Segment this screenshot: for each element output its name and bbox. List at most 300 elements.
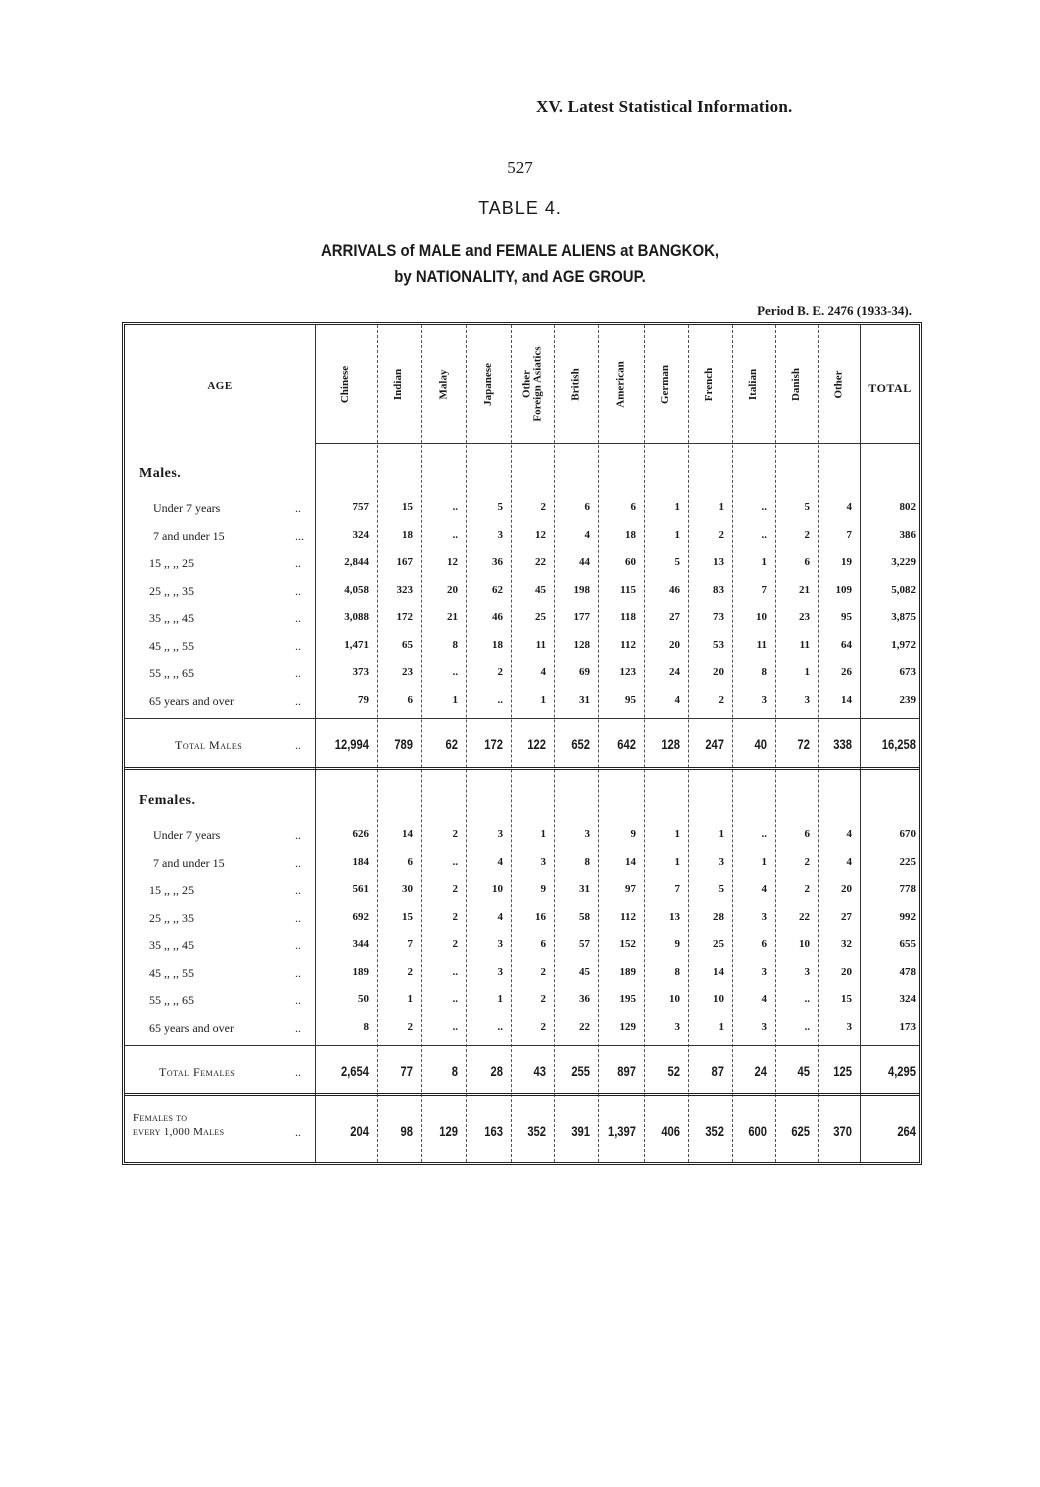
- table-cell: 8: [674, 965, 680, 978]
- column-header: [377, 325, 421, 443]
- row-total-cell: 478: [899, 965, 916, 978]
- male-total-rule-bottom: [125, 767, 919, 770]
- table-cell: 22: [799, 910, 810, 923]
- table-cell: 22: [535, 556, 546, 568]
- grand-total-cell: 4,295: [887, 1063, 916, 1079]
- total-cell: 8: [451, 1063, 458, 1079]
- table-cell: 13: [669, 910, 680, 923]
- table-cell: 128: [573, 638, 590, 651]
- total-cell: 43: [533, 1063, 546, 1079]
- row-total-cell: 992: [899, 910, 916, 923]
- table-cell: 1: [718, 1020, 724, 1033]
- table-cell: 69: [579, 666, 590, 678]
- table-cell: ..: [452, 501, 458, 513]
- table-cell: 4: [540, 666, 546, 678]
- row-total-cell: 673: [899, 666, 916, 678]
- table-cell: 172: [396, 611, 413, 623]
- table-cell: 6: [804, 828, 810, 840]
- table-cell: 3: [497, 528, 503, 541]
- table-cell: 7: [761, 583, 767, 596]
- table-cell: 3: [540, 855, 546, 868]
- row-total-cell: 324: [899, 993, 916, 1005]
- table-cell: 626: [352, 828, 369, 840]
- table-cell: 2: [497, 666, 503, 678]
- table-cell: 60: [625, 556, 636, 568]
- table-cell: 2: [718, 693, 724, 706]
- ratio-cell: 98: [400, 1123, 413, 1139]
- row-total-cell: 5,082: [891, 583, 916, 596]
- table-cell: ..: [761, 501, 767, 513]
- table-cell: 9: [674, 938, 680, 950]
- table-cell: 27: [841, 910, 852, 923]
- table-cell: 46: [669, 583, 680, 596]
- row-total-cell: 670: [899, 828, 916, 840]
- table-cell: 189: [619, 965, 636, 978]
- statistics-table: [122, 322, 922, 1165]
- column-header: [511, 325, 554, 443]
- row-label: 25 ,, ,, 35: [149, 583, 194, 598]
- table-cell: 561: [352, 883, 369, 895]
- ratio-cell: 352: [527, 1123, 546, 1139]
- row-total-cell: 655: [899, 938, 916, 950]
- table-cell: 65: [402, 638, 413, 651]
- row-leader-dots: ..: [295, 693, 301, 708]
- total-cell: 897: [617, 1063, 636, 1079]
- table-cell: 1: [674, 828, 680, 840]
- total-cell: 642: [617, 736, 636, 752]
- table-title-line2: by NATIONALITY, and AGE GROUP.: [394, 267, 646, 286]
- table-cell: 4: [674, 693, 680, 706]
- table-cell: 1: [540, 828, 546, 840]
- table-cell: 5: [804, 501, 810, 513]
- table-cell: 64: [841, 638, 852, 651]
- total-cell: 12,994: [334, 736, 369, 752]
- table-cell: 15: [402, 501, 413, 513]
- total-cell: 338: [833, 736, 852, 752]
- column-rule-dashed: [775, 325, 776, 1162]
- total-cell: 52: [667, 1063, 680, 1079]
- table-cell: 129: [619, 1020, 636, 1033]
- total-cell: 789: [394, 736, 413, 752]
- table-cell: 2: [540, 501, 546, 513]
- column-header: [775, 325, 818, 443]
- table-cell: 10: [799, 938, 810, 950]
- female-total-rule-top: [125, 1045, 919, 1046]
- table-cell: 2: [452, 910, 458, 923]
- table-cell: 757: [352, 501, 369, 513]
- total-cell: 24: [754, 1063, 767, 1079]
- column-rule-dashed: [644, 325, 645, 1162]
- table-cell: 692: [352, 910, 369, 923]
- header-rule: [315, 443, 919, 444]
- table-cell: 36: [492, 556, 503, 568]
- column-rule-dashed: [732, 325, 733, 1162]
- column-rule-dashed: [598, 325, 599, 1162]
- table-cell: 7: [407, 938, 413, 950]
- table-cell: 152: [619, 938, 636, 950]
- table-cell: 6: [407, 693, 413, 706]
- table-cell: 4,058: [344, 583, 369, 596]
- table-cell: ..: [497, 693, 503, 706]
- column-header: [644, 325, 688, 443]
- table-cell: 324: [352, 528, 369, 541]
- table-cell: 12: [535, 528, 546, 541]
- table-cell: 58: [579, 910, 590, 923]
- table-cell: 18: [492, 638, 503, 651]
- table-cell: 1: [804, 666, 810, 678]
- table-cell: 11: [756, 638, 767, 651]
- table-cell: 14: [713, 965, 724, 978]
- table-cell: 30: [402, 883, 413, 895]
- table-cell: 45: [535, 583, 546, 596]
- table-cell: 31: [579, 693, 590, 706]
- row-label: 7 and under 15: [153, 855, 225, 870]
- table-cell: 26: [841, 666, 852, 678]
- table-cell: 3: [761, 965, 767, 978]
- row-leader-dots: ..: [295, 666, 301, 680]
- male-total-rule-top: [125, 718, 919, 719]
- column-rule: [860, 325, 861, 1162]
- table-cell: ..: [452, 855, 458, 868]
- total-cell: 128: [661, 736, 680, 752]
- column-rule: [315, 325, 316, 1162]
- table-cell: ..: [804, 993, 810, 1005]
- table-cell: 9: [630, 828, 636, 840]
- table-cell: 95: [625, 693, 636, 706]
- table-cell: 3,088: [344, 611, 369, 623]
- row-leader-dots: ..: [295, 993, 301, 1007]
- table-cell: 15: [402, 910, 413, 923]
- table-cell: 4: [584, 528, 590, 541]
- total-row-label: Total Males: [175, 738, 243, 752]
- column-rule-dashed: [421, 325, 422, 1162]
- table-cell: 46: [492, 611, 503, 623]
- row-label: Under 7 years: [153, 501, 221, 515]
- column-header: [598, 325, 644, 443]
- row-label: 55 ,, ,, 65: [149, 666, 194, 680]
- table-cell: 1: [674, 528, 680, 541]
- total-cell: 122: [527, 736, 546, 752]
- table-cell: 11: [799, 638, 810, 651]
- table-cell: 189: [352, 965, 369, 978]
- row-label: 35 ,, ,, 45: [149, 938, 194, 952]
- row-total-cell: 778: [899, 883, 916, 895]
- table-cell: 1: [452, 693, 458, 706]
- column-header-text: French: [703, 367, 716, 401]
- total-cell: 40: [754, 736, 767, 752]
- table-cell: 8: [363, 1020, 369, 1033]
- total-cell: 125: [833, 1063, 852, 1079]
- column-header-text: Italian: [747, 368, 759, 400]
- row-label: 35 ,, ,, 45: [149, 611, 194, 625]
- row-leader-dots: ..: [295, 501, 301, 515]
- table-cell: 21: [447, 611, 458, 623]
- table-cell: 198: [573, 583, 590, 596]
- ratio-cell: 1,397: [607, 1123, 636, 1139]
- table-cell: 2: [804, 883, 810, 895]
- table-cell: 50: [358, 993, 369, 1005]
- table-cell: 23: [799, 611, 810, 623]
- table-title-line1: ARRIVALS of MALE and FEMALE ALIENS at BANGKOK,: [320, 241, 720, 260]
- ratio-total-cell: 264: [897, 1123, 916, 1139]
- total-cell: 28: [490, 1063, 503, 1079]
- table-cell: 8: [452, 638, 458, 651]
- ratio-cell: 391: [571, 1123, 590, 1139]
- table-cell: 18: [402, 528, 413, 541]
- table-cell: 6: [804, 556, 810, 568]
- row-leader-dots: ..: [295, 938, 301, 952]
- table-cell: 3: [718, 855, 724, 868]
- row-label: Under 7 years: [153, 828, 221, 842]
- total-row-label: Total Females: [159, 1065, 236, 1079]
- row-total-cell: 802: [899, 501, 916, 513]
- total-row-dots: ..: [295, 738, 301, 752]
- table-cell: 20: [669, 638, 680, 651]
- table-cell: 7: [674, 883, 680, 895]
- table-cell: 19: [841, 556, 852, 568]
- table-cell: ..: [452, 965, 458, 978]
- column-header: [421, 325, 466, 443]
- row-label: 7 and under 15: [153, 528, 225, 543]
- table-cell: ..: [452, 993, 458, 1005]
- table-cell: 57: [579, 938, 590, 950]
- table-cell: 79: [358, 693, 369, 706]
- table-cell: 3: [761, 1020, 767, 1033]
- table-cell: 2: [540, 1020, 546, 1033]
- column-rule-dashed: [818, 325, 819, 1162]
- column-header-text: Danish: [790, 367, 802, 401]
- row-leader-dots: ..: [295, 1020, 301, 1035]
- female-total-rule-bottom: [125, 1093, 919, 1096]
- ratio-cell: 129: [439, 1123, 458, 1139]
- table-cell: 8: [584, 855, 590, 868]
- table-cell: 36: [579, 993, 590, 1005]
- total-column-header: TOTAL: [868, 381, 912, 395]
- ratio-cell: 352: [705, 1123, 724, 1139]
- table-cell: 1: [718, 828, 724, 840]
- row-label: 45 ,, ,, 55: [149, 638, 194, 653]
- table-cell: 6: [761, 938, 767, 950]
- table-cell: 3: [497, 938, 503, 950]
- table-cell: ..: [497, 1020, 503, 1033]
- column-header-text: British: [569, 367, 582, 401]
- column-rule-dashed: [511, 325, 512, 1162]
- column-header: [315, 325, 377, 443]
- table-cell: 1: [761, 855, 767, 868]
- table-cell: 2: [540, 993, 546, 1005]
- table-cell: 24: [669, 666, 680, 678]
- table-cell: 6: [630, 501, 636, 513]
- total-row-dots: ..: [295, 1065, 301, 1079]
- ratio-cell: 204: [350, 1123, 369, 1139]
- ratio-label: [133, 1111, 224, 1139]
- page-number: 527: [507, 158, 533, 177]
- table-cell: 1: [497, 993, 503, 1005]
- period-note: Period B. E. 2476 (1933-34).: [757, 303, 912, 318]
- table-cell: 2: [804, 528, 810, 541]
- table-cell: 8: [761, 666, 767, 678]
- table-cell: 23: [402, 666, 413, 678]
- table-cell: 53: [713, 638, 724, 651]
- table-cell: 2: [452, 828, 458, 840]
- table-cell: 32: [841, 938, 852, 950]
- row-total-cell: 3,875: [891, 611, 916, 623]
- table-cell: 21: [799, 583, 810, 596]
- table-cell: 22: [579, 1020, 590, 1033]
- table-cell: 10: [756, 611, 767, 623]
- ratio-dots: ..: [295, 1125, 301, 1139]
- table-cell: 4: [846, 828, 852, 840]
- table-cell: 123: [619, 666, 636, 678]
- table-cell: 2: [452, 938, 458, 950]
- row-leader-dots: ..: [295, 828, 301, 842]
- table-cell: 109: [835, 583, 852, 596]
- table-cell: 4: [846, 501, 852, 513]
- table-cell: 1,471: [344, 638, 369, 651]
- table-cell: 3: [497, 828, 503, 840]
- total-cell: 172: [484, 736, 503, 752]
- row-label: 15 ,, ,, 25: [149, 883, 194, 897]
- total-cell: 72: [797, 736, 810, 752]
- table-cell: 1: [674, 855, 680, 868]
- row-total-cell: 173: [899, 1020, 916, 1033]
- males-section-label: Males.: [139, 466, 182, 481]
- table-cell: 2,844: [344, 556, 369, 568]
- table-cell: 20: [713, 666, 724, 678]
- total-cell: 77: [400, 1063, 413, 1079]
- table-cell: 28: [713, 910, 724, 923]
- table-cell: 97: [625, 883, 636, 895]
- table-cell: 16: [535, 910, 546, 923]
- column-header-text: German: [659, 364, 672, 404]
- ratio-cell: 625: [791, 1123, 810, 1139]
- table-cell: 62: [492, 583, 503, 596]
- table-cell: 3: [584, 828, 590, 840]
- row-leader-dots: ..: [295, 910, 301, 925]
- row-label: 15 ,, ,, 25: [149, 556, 194, 570]
- row-label: 25 ,, ,, 35: [149, 910, 194, 925]
- table-cell: ..: [761, 528, 767, 541]
- table-cell: 73: [713, 611, 724, 623]
- row-total-cell: 3,229: [891, 556, 916, 568]
- column-header: [732, 325, 775, 443]
- table-cell: 13: [713, 556, 724, 568]
- table-cell: 112: [620, 638, 636, 651]
- table-cell: 20: [447, 583, 458, 596]
- table-cell: 4: [497, 910, 503, 923]
- row-leader-dots: ..: [295, 556, 301, 570]
- table-cell: 2: [452, 883, 458, 895]
- table-cell: 5: [674, 556, 680, 568]
- table-cell: 20: [841, 883, 852, 895]
- row-label: 65 years and over: [149, 693, 234, 708]
- column-header-text: Other: [832, 369, 845, 399]
- table-cell: 1: [718, 501, 724, 513]
- table-cell: 31: [579, 883, 590, 895]
- table-cell: 177: [573, 611, 590, 623]
- row-leader-dots: ..: [295, 965, 301, 980]
- table-cell: ..: [452, 1020, 458, 1033]
- table-cell: 27: [669, 611, 680, 623]
- table-cell: 3: [846, 1020, 852, 1033]
- table-cell: 1: [761, 556, 767, 568]
- total-cell: 87: [711, 1063, 724, 1079]
- table-cell: 9: [540, 883, 546, 895]
- column-header-text: Japanese: [482, 362, 494, 406]
- row-leader-dots: ..: [295, 611, 301, 625]
- table-cell: 3: [804, 965, 810, 978]
- table-cell: 45: [579, 965, 590, 978]
- table-cell: 10: [669, 993, 680, 1005]
- table-cell: 14: [841, 693, 852, 706]
- table-cell: 373: [352, 666, 369, 678]
- table-cell: 2: [540, 965, 546, 978]
- row-label: 55 ,, ,, 65: [149, 993, 194, 1007]
- row-label: 65 years and over: [149, 1020, 234, 1035]
- ratio-label-line1: Females to: [133, 1112, 188, 1124]
- ratio-cell: 163: [484, 1123, 503, 1139]
- table-cell: 3: [761, 693, 767, 706]
- table-cell: 184: [352, 855, 369, 868]
- table-cell: 10: [713, 993, 724, 1005]
- ratio-label-line2: every 1,000 Males: [133, 1126, 225, 1138]
- table-cell: 14: [625, 855, 636, 868]
- table-cell: 323: [396, 583, 413, 596]
- table-cell: ..: [761, 828, 767, 840]
- total-cell: 652: [571, 736, 590, 752]
- row-total-cell: 386: [899, 528, 916, 541]
- column-header-text: American: [614, 360, 627, 408]
- row-leader-dots: ..: [295, 883, 301, 897]
- table-cell: 6: [584, 501, 590, 513]
- table-cell: 115: [620, 583, 636, 596]
- table-cell: 1: [407, 993, 413, 1005]
- column-header-text: Other Foreign Asiatics: [520, 346, 544, 422]
- table-cell: 12: [447, 556, 458, 568]
- row-total-cell: 1,972: [891, 638, 916, 651]
- table-cell: 15: [841, 993, 852, 1005]
- table-cell: 195: [619, 993, 636, 1005]
- column-rule-dashed: [688, 325, 689, 1162]
- total-cell: 62: [445, 736, 458, 752]
- chapter-heading: XV. Latest Statistical Information.: [536, 97, 793, 116]
- table-cell: 18: [625, 528, 636, 541]
- age-column-header: AGE: [207, 380, 233, 392]
- table-cell: 14: [402, 828, 413, 840]
- column-header: [818, 325, 860, 443]
- table-cell: 112: [620, 910, 636, 923]
- table-cell: 5: [718, 883, 724, 895]
- table-cell: 3: [497, 965, 503, 978]
- row-total-cell: 225: [899, 855, 916, 868]
- column-header-text: Malay: [436, 369, 449, 399]
- table-cell: 2: [407, 965, 413, 978]
- table-cell: 1: [674, 501, 680, 513]
- table-cell: ..: [452, 666, 458, 678]
- table-cell: 4: [497, 855, 503, 868]
- column-header: [688, 325, 732, 443]
- total-cell: 45: [797, 1063, 810, 1079]
- table-cell: 25: [713, 938, 724, 950]
- row-leader-dots: ..: [295, 855, 301, 870]
- ratio-cell: 406: [661, 1123, 680, 1139]
- column-rule-dashed: [466, 325, 467, 1162]
- row-leader-dots: ..: [295, 583, 301, 598]
- table-cell: 95: [841, 611, 852, 623]
- table-cell: 6: [540, 938, 546, 950]
- table-cell: 83: [713, 583, 724, 596]
- table-cell: 7: [846, 528, 852, 541]
